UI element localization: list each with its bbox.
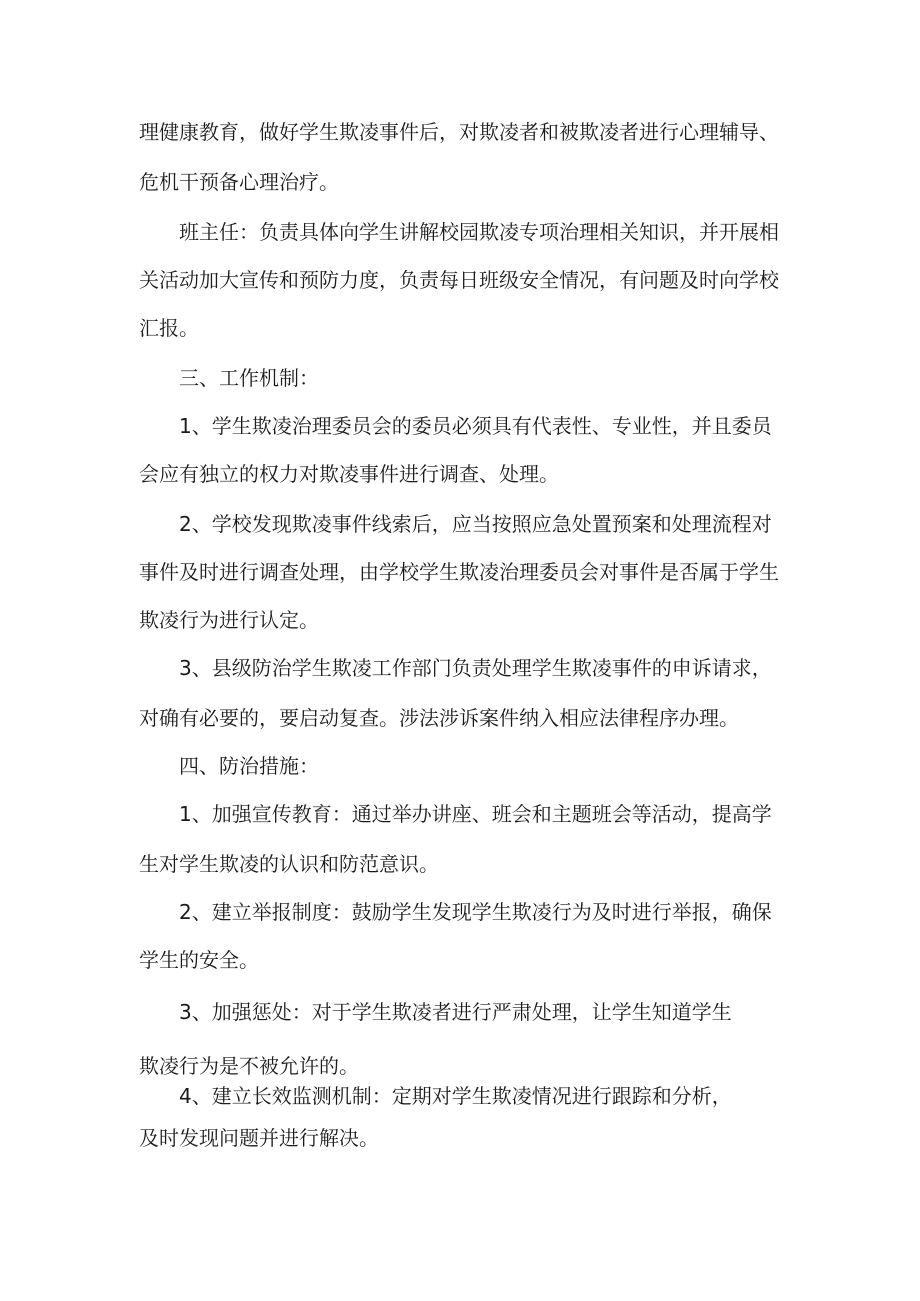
- text-line: 理健康教育，做好学生欺凌事件后，对欺凌者和被欺凌者进行心理辅导、: [139, 120, 779, 144]
- text-line: 欺凌行为进行认定。: [139, 608, 319, 632]
- text-line: 对确有必要的，要启动复查。涉法涉诉案件纳入相应法律程序办理。: [139, 706, 739, 730]
- text-line: 1、学生欺凌治理委员会的委员必须具有代表性、专业性，并且委员: [179, 414, 772, 438]
- text-line: 4、建立长效监测机制：定期对学生欺凌情况进行跟踪和分析，: [179, 1084, 732, 1108]
- text-line: 会应有独立的权力对欺凌事件进行调查、处理。: [139, 462, 559, 486]
- text-line: 3、县级防治学生欺凌工作部门负责处理学生欺凌事件的申诉请求，: [179, 656, 772, 680]
- text-line: 2、建立举报制度：鼓励学生发现学生欺凌行为及时进行举报，确保: [179, 900, 772, 924]
- text-line: 2、学校发现欺凌事件线索后，应当按照应急处置预案和处理流程对: [179, 512, 772, 536]
- text-line: 欺凌行为是不被允许的。: [139, 1054, 359, 1078]
- text-line: 及时发现问题并进行解决。: [139, 1126, 379, 1150]
- section-heading: 四、防治措施：: [179, 754, 319, 778]
- text-line: 关活动加大宣传和预防力度，负责每日班级安全情况，有问题及时向学校: [139, 268, 779, 292]
- text-line: 生对学生欺凌的认识和防范意识。: [139, 852, 439, 876]
- text-line: 学生的安全。: [139, 948, 259, 972]
- text-line: 班主任：负责具体向学生讲解校园欺凌专项治理相关知识，并开展相: [179, 220, 779, 244]
- text-line: 3、加强惩处：对于学生欺凌者进行严肃处理，让学生知道学生: [179, 1000, 732, 1024]
- section-heading: 三、工作机制：: [179, 366, 319, 390]
- text-line: 汇报。: [139, 316, 199, 340]
- text-line: 危机干预备心理治疗。: [139, 170, 339, 194]
- text-line: 事件及时进行调查处理，由学校学生欺凌治理委员会对事件是否属于学生: [139, 560, 779, 584]
- text-line: 1、加强宣传教育：通过举办讲座、班会和主题班会等活动，提高学: [179, 802, 772, 826]
